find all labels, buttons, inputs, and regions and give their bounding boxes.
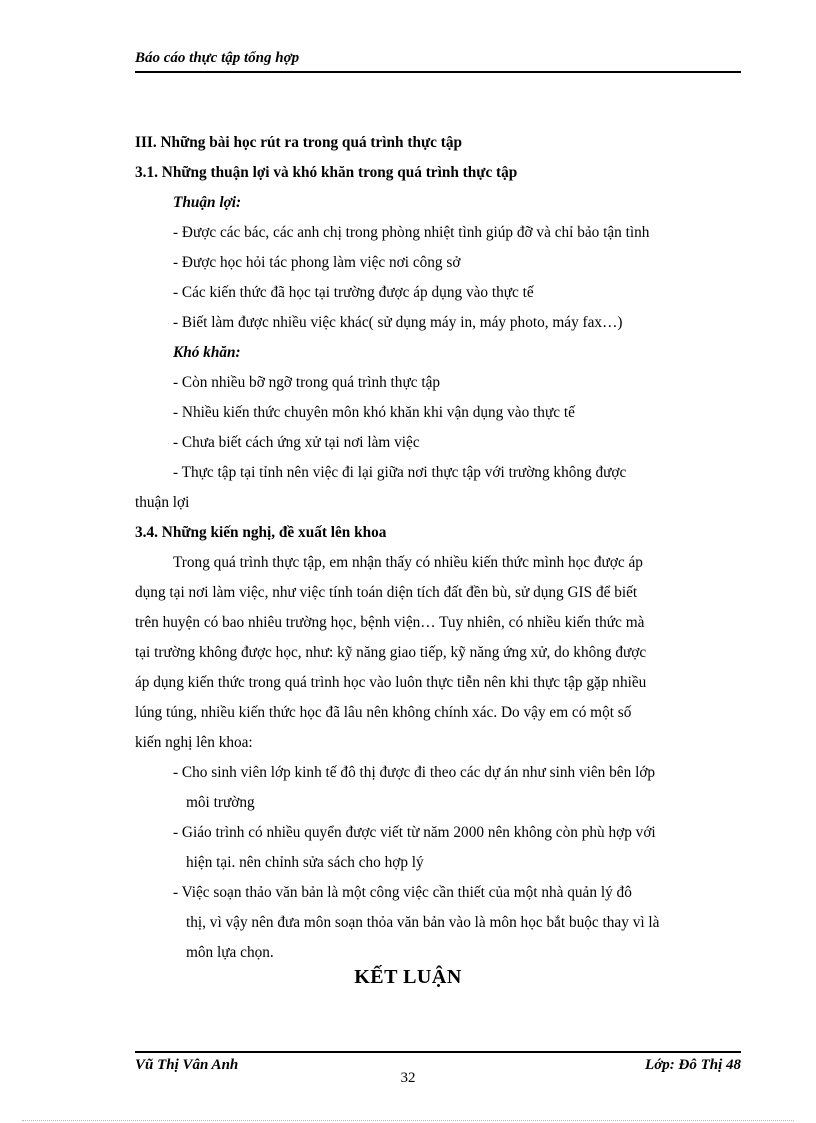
page-separator [22, 1120, 794, 1121]
proposal-item-continuation: môi trường [186, 794, 255, 811]
proposal-item: - Cho sinh viên lớp kinh tế đô thị được đi theo các dự án như sinh viên bên lớp [173, 764, 656, 781]
difficulty-item: - Nhiều kiến thức chuyên môn khó khăn khi vận dụng vào thực tế [173, 404, 575, 421]
subsection-1-title: 3.1. Những thuận lợi và khó khăn trong quá trình thực tập [135, 164, 518, 181]
advantages-label: Thuận lợi: [173, 194, 242, 211]
paragraph-line: dụng tại nơi làm việc, như việc tính toán diện tích đất đền bù, sử dụng GIS để biết [135, 584, 638, 601]
paragraph-line: kiến nghị lên khoa: [135, 734, 253, 751]
advantage-item: - Được học hỏi tác phong làm việc nơi công sở [173, 254, 461, 271]
page-header [135, 49, 741, 73]
conclusion-title: KẾT LUẬN [354, 966, 462, 988]
difficulty-item: - Còn nhiều bỡ ngỡ trong quá trình thực tập [173, 374, 441, 391]
proposal-item-continuation: hiện tại. nên chỉnh sửa sách cho hợp lý [186, 854, 424, 871]
advantage-item: - Được các bác, các anh chị trong phòng nhiệt tình giúp đỡ và chỉ bảo tận tình [173, 224, 650, 241]
section-title: III. Những bài học rút ra trong quá trình thực tập [135, 134, 463, 151]
page-content [135, 128, 741, 968]
difficulties-label: Khó khăn: [173, 344, 241, 361]
paragraph-line: tại trường không được học, như: kỹ năng giao tiếp, kỹ năng ứng xử, do không được [135, 644, 647, 661]
paragraph-line: Trong quá trình thực tập, em nhận thấy có nhiều kiến thức mình học được áp [173, 554, 643, 571]
subsection-2-title: 3.4. Những kiến nghị, đề xuất lên khoa [135, 524, 387, 541]
difficulty-item: - Thực tập tại tỉnh nên việc đi lại giữa nơi thực tập với trường không được [173, 464, 627, 481]
paragraph-line: lúng túng, nhiều kiến thức học đã lâu nên không chính xác. Do vậy em có một số [135, 704, 632, 721]
footer-author: Vũ Thị Vân Anh [135, 1057, 239, 1073]
difficulty-item: - Chưa biết cách ứng xử tại nơi làm việc [173, 434, 420, 451]
page-number: 32 [400, 1070, 416, 1086]
paragraph-line: trên huyện có bao nhiêu trường học, bệnh viện… Tuy nhiên, có nhiều kiến thức mà [135, 614, 645, 631]
proposal-item-continuation: thị, vì vậy nên đưa môn soạn thỏa văn bản vào là môn học bắt buộc thay vì là [186, 914, 660, 931]
footer-class: Lớp: Đô Thị 48 [645, 1057, 741, 1073]
proposal-item-continuation: môn lựa chọn. [186, 944, 274, 961]
paragraph-line: áp dụng kiến thức trong quá trình học vào luôn thực tiễn nên khi thực tập gặp nhiều [135, 674, 647, 691]
header-title: Báo cáo thực tập tổng hợp [135, 50, 300, 66]
advantage-item: - Biết làm được nhiều việc khác( sử dụng máy in, máy photo, máy fax…) [173, 314, 623, 331]
proposal-item: - Việc soạn thảo văn bản là một công việc cần thiết của một nhà quản lý đô [173, 884, 632, 901]
advantage-item: - Các kiến thức đã học tại trường được áp dụng vào thực tế [173, 284, 534, 301]
difficulty-item-continuation: thuận lợi [135, 494, 190, 511]
proposal-item: - Giáo trình có nhiều quyển được viết từ năm 2000 nên không còn phù hợp với [173, 824, 656, 841]
